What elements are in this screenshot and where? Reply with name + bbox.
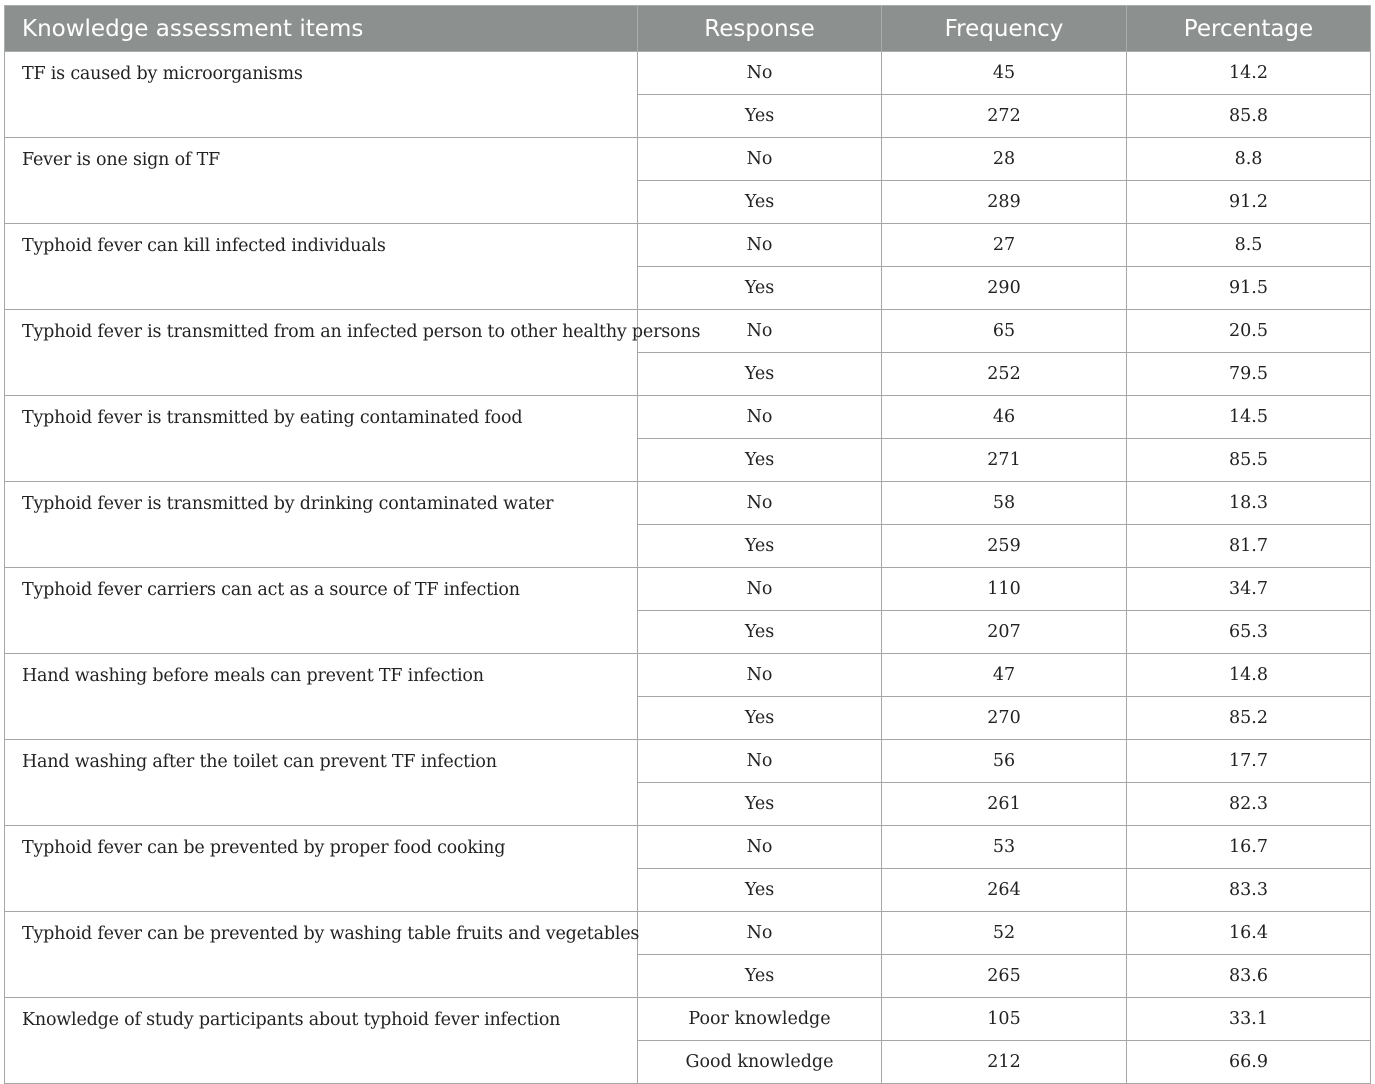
percentage-cell: 79.5 <box>1127 353 1371 396</box>
percentage-cell: 91.5 <box>1127 267 1371 310</box>
frequency-cell: 47 <box>882 654 1127 697</box>
percentage-cell: 18.3 <box>1127 482 1371 525</box>
percentage-cell: 16.4 <box>1127 912 1371 955</box>
percentage-cell: 16.7 <box>1127 826 1371 869</box>
percentage-cell: 85.5 <box>1127 439 1371 482</box>
percentage-cell: 33.1 <box>1127 998 1371 1041</box>
percentage-cell: 91.2 <box>1127 181 1371 224</box>
frequency-cell: 52 <box>882 912 1127 955</box>
table-row <box>5 138 1371 181</box>
percentage-cell: 81.7 <box>1127 525 1371 568</box>
response-cell: Poor knowledge <box>638 998 882 1041</box>
header-percentage: Percentage <box>1127 6 1371 52</box>
frequency-cell: 270 <box>882 697 1127 740</box>
frequency-cell: 207 <box>882 611 1127 654</box>
percentage-cell: 83.3 <box>1127 869 1371 912</box>
response-cell: No <box>638 52 882 95</box>
assessment-item-cell: Hand washing after the toilet can prevent TF infection <box>5 740 638 826</box>
table-row <box>5 310 1371 353</box>
response-cell: No <box>638 482 882 525</box>
percentage-cell: 8.8 <box>1127 138 1371 181</box>
frequency-cell: 46 <box>882 396 1127 439</box>
frequency-cell: 289 <box>882 181 1127 224</box>
knowledge-assessment-table <box>4 5 1371 1084</box>
response-cell: Yes <box>638 869 882 912</box>
table-row <box>5 826 1371 869</box>
assessment-item-cell: Knowledge of study participants about typhoid fever infection <box>5 998 638 1084</box>
assessment-item-cell: Typhoid fever is transmitted from an infected person to other healthy persons <box>5 310 638 396</box>
frequency-cell: 259 <box>882 525 1127 568</box>
frequency-cell: 265 <box>882 955 1127 998</box>
frequency-cell: 28 <box>882 138 1127 181</box>
response-cell: Yes <box>638 955 882 998</box>
frequency-cell: 264 <box>882 869 1127 912</box>
response-cell: No <box>638 740 882 783</box>
percentage-cell: 65.3 <box>1127 611 1371 654</box>
frequency-cell: 290 <box>882 267 1127 310</box>
frequency-cell: 56 <box>882 740 1127 783</box>
percentage-cell: 20.5 <box>1127 310 1371 353</box>
percentage-cell: 8.5 <box>1127 224 1371 267</box>
frequency-cell: 110 <box>882 568 1127 611</box>
response-cell: Yes <box>638 267 882 310</box>
table-row <box>5 568 1371 611</box>
table-row <box>5 654 1371 697</box>
response-cell: No <box>638 568 882 611</box>
response-cell: Yes <box>638 439 882 482</box>
assessment-item-cell: Typhoid fever can be prevented by washing table fruits and vegetables <box>5 912 638 998</box>
frequency-cell: 252 <box>882 353 1127 396</box>
assessment-item-cell: Typhoid fever is transmitted by drinking contaminated water <box>5 482 638 568</box>
frequency-cell: 58 <box>882 482 1127 525</box>
table-row <box>5 482 1371 525</box>
percentage-cell: 66.9 <box>1127 1041 1371 1084</box>
percentage-cell: 85.8 <box>1127 95 1371 138</box>
frequency-cell: 27 <box>882 224 1127 267</box>
percentage-cell: 14.2 <box>1127 52 1371 95</box>
table-header-row <box>5 6 1371 52</box>
header-frequency: Frequency <box>882 6 1127 52</box>
table-row <box>5 224 1371 267</box>
assessment-item-cell: Typhoid fever can be prevented by proper food cooking <box>5 826 638 912</box>
assessment-item-cell: Hand washing before meals can prevent TF infection <box>5 654 638 740</box>
table-row <box>5 912 1371 955</box>
frequency-cell: 212 <box>882 1041 1127 1084</box>
frequency-cell: 272 <box>882 95 1127 138</box>
assessment-item-cell: Typhoid fever can kill infected individuals <box>5 224 638 310</box>
percentage-cell: 82.3 <box>1127 783 1371 826</box>
response-cell: No <box>638 224 882 267</box>
header-knowledge-items: Knowledge assessment items <box>5 6 638 52</box>
percentage-cell: 17.7 <box>1127 740 1371 783</box>
frequency-cell: 105 <box>882 998 1127 1041</box>
frequency-cell: 53 <box>882 826 1127 869</box>
table-row <box>5 396 1371 439</box>
response-cell: No <box>638 396 882 439</box>
assessment-item-cell: Typhoid fever is transmitted by eating contaminated food <box>5 396 638 482</box>
response-cell: No <box>638 826 882 869</box>
response-cell: Yes <box>638 95 882 138</box>
assessment-item-cell: Typhoid fever carriers can act as a source of TF infection <box>5 568 638 654</box>
response-cell: Yes <box>638 525 882 568</box>
response-cell: No <box>638 138 882 181</box>
table-row <box>5 52 1371 95</box>
percentage-cell: 83.6 <box>1127 955 1371 998</box>
response-cell: No <box>638 654 882 697</box>
response-cell: Yes <box>638 697 882 740</box>
response-cell: Good knowledge <box>638 1041 882 1084</box>
frequency-cell: 271 <box>882 439 1127 482</box>
header-response: Response <box>638 6 882 52</box>
assessment-item-cell: Fever is one sign of TF <box>5 138 638 224</box>
response-cell: Yes <box>638 353 882 396</box>
response-cell: Yes <box>638 611 882 654</box>
frequency-cell: 45 <box>882 52 1127 95</box>
response-cell: Yes <box>638 783 882 826</box>
frequency-cell: 261 <box>882 783 1127 826</box>
percentage-cell: 14.8 <box>1127 654 1371 697</box>
response-cell: Yes <box>638 181 882 224</box>
response-cell: No <box>638 912 882 955</box>
frequency-cell: 65 <box>882 310 1127 353</box>
table-row <box>5 740 1371 783</box>
assessment-item-cell: TF is caused by microorganisms <box>5 52 638 138</box>
table-row <box>5 998 1371 1041</box>
percentage-cell: 14.5 <box>1127 396 1371 439</box>
percentage-cell: 34.7 <box>1127 568 1371 611</box>
percentage-cell: 85.2 <box>1127 697 1371 740</box>
response-cell: No <box>638 310 882 353</box>
